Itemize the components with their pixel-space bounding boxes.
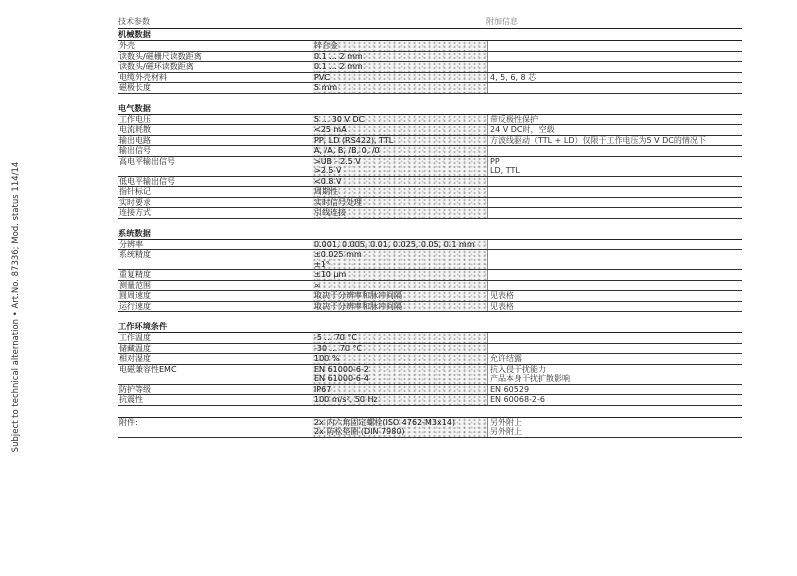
spec-sheet (118, 16, 742, 447)
spec-info (488, 385, 742, 395)
spec-info (488, 41, 742, 51)
info-line (490, 187, 742, 197)
spec-label: 防护等级 (119, 384, 151, 394)
info-line (490, 240, 742, 250)
spec-value (312, 354, 488, 364)
info-line (490, 250, 742, 260)
spec-row (118, 302, 742, 313)
spec-label: 运行速度 (119, 301, 151, 311)
info-line (490, 41, 742, 51)
info-line (490, 270, 742, 280)
spec-label: 读数头/磁环读数距离 (119, 62, 194, 71)
spec-row (118, 281, 742, 292)
spec-row (118, 83, 742, 94)
spec-row (118, 395, 742, 406)
spec-value (312, 198, 488, 208)
spec-info (488, 344, 742, 354)
value-line: 实时信号处理 (314, 197, 362, 207)
section-title: 工作环境条件 (118, 321, 742, 333)
info-line (490, 198, 742, 208)
table-header (118, 16, 742, 29)
value-line: <25 mA (314, 125, 347, 134)
info-line: EN 60529 (490, 384, 530, 394)
side-note: Subject to technical alternation • Art.No. 87336; Mod. status 114/14 (11, 161, 21, 453)
spec-label: 储藏温度 (119, 343, 151, 353)
spec-info (488, 333, 742, 343)
info-line (490, 52, 742, 62)
info-line: 方波线驱动（TTL + LD）仅限于工作电压为5 V DC的情况下 (490, 135, 706, 145)
spec-value (312, 146, 488, 156)
spec-row (118, 333, 742, 344)
spec-section (118, 29, 742, 94)
info-line (490, 177, 742, 187)
spec-info (488, 302, 742, 312)
info-line: 允许结露 (490, 354, 522, 363)
spec-label: 读数头/磁栅尺读数距离 (119, 51, 202, 61)
spec-row (118, 240, 742, 251)
section-title: 机械数据 (118, 29, 742, 41)
spec-row (118, 354, 742, 365)
info-line: EN 60068-2-6 (490, 395, 545, 404)
spec-info (488, 146, 742, 156)
value-line: 0.1 ... 2 mm (314, 51, 363, 61)
spec-label: 电缆外壳材料 (119, 72, 167, 82)
spec-label: 实时要求 (119, 197, 151, 207)
spec-row (118, 41, 742, 52)
spec-label: 低电平输出信号 (119, 176, 175, 186)
value-line: 2x 防松垫圈 (DIN 7980) (314, 427, 405, 436)
value-line: 取决于分辨率和脉冲间隔 (314, 301, 402, 311)
spec-value (312, 125, 488, 135)
value-line: 0.1 ... 2 mm (314, 62, 363, 71)
value-line: >2.5 V (314, 166, 342, 175)
spec-info (488, 73, 742, 83)
spec-label: 输出电路 (119, 135, 151, 145)
spec-label: 指针标记 (119, 187, 151, 196)
spec-info (488, 208, 742, 218)
value-line: IP67 (314, 384, 332, 394)
spec-label: 电磁兼容性EMC (119, 364, 177, 374)
value-line: 2x 内六角固定螺栓(ISO 4762-M3x14) (314, 417, 456, 427)
spec-info (488, 198, 742, 208)
spec-info (488, 177, 742, 187)
info-line: 见表格 (490, 291, 514, 300)
info-line: 24 V DC时，空载 (490, 125, 555, 134)
spec-info (488, 136, 742, 146)
value-line: 5 mm (314, 83, 338, 92)
spec-info (488, 250, 742, 269)
spec-label: 外壳 (119, 41, 135, 50)
info-line (490, 62, 742, 72)
value-line: EN 61000-6-4 (314, 374, 369, 383)
spec-row (118, 125, 742, 136)
section-title: 系统数据 (118, 228, 742, 240)
spec-section (118, 103, 742, 219)
spec-row (118, 157, 742, 177)
section-title: 电气数据 (118, 103, 742, 115)
spec-info (488, 83, 742, 93)
spec-info (488, 157, 742, 176)
spec-row (118, 250, 742, 270)
spec-value (312, 83, 488, 93)
info-line (490, 344, 742, 354)
info-line: 抗入侵干扰能力 (490, 364, 546, 374)
value-line: 取决于分辨率和脉冲间隔 (314, 291, 402, 300)
value-line: <0.8 V (314, 176, 342, 186)
value-line: A, /A, B, /B, 0, /0 (314, 146, 380, 155)
spec-value (312, 385, 488, 395)
value-line: ∞ (314, 280, 321, 290)
spec-value (312, 157, 488, 176)
value-line: 锌合金 (314, 41, 338, 50)
value-line: PP, LD (RS422), TTL (314, 135, 394, 145)
spec-info (488, 240, 742, 250)
spec-row (118, 418, 742, 438)
spec-info (488, 365, 742, 384)
spec-label: 分辨率 (119, 239, 143, 249)
spec-row (118, 365, 742, 385)
spec-value (312, 365, 488, 384)
spec-value (312, 250, 488, 269)
spec-info (488, 187, 742, 197)
spec-label: 测量范围 (119, 280, 151, 290)
spec-section (118, 228, 742, 313)
value-line: 周期性 (314, 187, 338, 196)
spec-label: 工作电压 (119, 114, 151, 124)
header-right: 附加信息 (486, 17, 518, 26)
spec-value (312, 418, 488, 437)
spec-value (312, 136, 488, 146)
spec-info (488, 62, 742, 72)
spec-row (118, 270, 742, 281)
spec-row (118, 146, 742, 157)
spec-value (312, 52, 488, 62)
spec-value (312, 208, 488, 218)
spec-value (312, 240, 488, 250)
spec-row (118, 136, 742, 147)
spec-info (488, 291, 742, 301)
value-line: 引线连接 (314, 208, 346, 217)
info-line (490, 333, 742, 343)
info-line: 另外附上 (490, 417, 522, 427)
spec-row (118, 52, 742, 63)
spec-row (118, 115, 742, 126)
spec-value (312, 41, 488, 51)
spec-value (312, 281, 488, 291)
spec-label: 系统精度 (119, 250, 151, 259)
spec-info (488, 395, 742, 405)
spec-info (488, 270, 742, 280)
spec-value (312, 270, 488, 280)
info-line: 带反极性保护 (490, 114, 538, 124)
spec-info (488, 52, 742, 62)
spec-row (118, 187, 742, 198)
value-line: ±1° (314, 259, 330, 269)
spec-label: 重复精度 (119, 270, 151, 279)
value-line: 0.001, 0.005, 0.01, 0.025, 0.05, 0.1 mm (314, 239, 475, 249)
spec-label: 高电平输出信号 (119, 156, 175, 166)
info-line (490, 83, 742, 93)
value-line: 100 % (314, 354, 340, 363)
info-line: PP (490, 156, 500, 166)
info-line: LD, TTL (490, 166, 520, 175)
spec-label: 电流耗散 (119, 125, 151, 134)
spec-label: 输出信号 (119, 146, 151, 155)
spec-value (312, 395, 488, 405)
spec-row (118, 385, 742, 396)
spec-section (118, 321, 742, 406)
spec-label: 磁极长度 (119, 83, 151, 92)
spec-value (312, 115, 488, 125)
info-line: 另外附上 (490, 427, 522, 436)
spec-row (118, 62, 742, 73)
spec-row (118, 344, 742, 355)
sections (118, 29, 742, 438)
info-line (490, 146, 742, 156)
spec-info (488, 125, 742, 135)
spec-label: 圆周速度 (119, 291, 151, 300)
spec-value (312, 177, 488, 187)
info-line: 产品本身干扰扩散影响 (490, 374, 570, 383)
spec-label: 连接方式 (119, 208, 151, 217)
value-line: 5 ... 30 V DC (314, 114, 365, 124)
spec-value (312, 291, 488, 301)
spec-row (118, 198, 742, 209)
header-spacer (312, 16, 486, 28)
value-line: -5 ... 70 °C (314, 333, 357, 342)
value-line: >UB - 2.5 V (314, 156, 361, 166)
spec-section (118, 415, 742, 438)
spec-label: 附件: (119, 417, 138, 427)
spec-value (312, 333, 488, 343)
spec-info (488, 281, 742, 291)
spec-value (312, 62, 488, 72)
info-line: 4, 5, 6, 8 芯 (490, 72, 537, 82)
info-line: 见表格 (490, 301, 514, 311)
spec-row (118, 291, 742, 302)
spec-label: 相对湿度 (119, 354, 151, 363)
value-line: PVC (314, 72, 330, 82)
spec-row (118, 208, 742, 219)
spec-info (488, 354, 742, 364)
spec-label: 抗震性 (119, 395, 143, 404)
value-line: EN 61000-6-2 (314, 364, 369, 374)
value-line: ±0.025 mm (314, 250, 362, 259)
header-left: 技术参数 (118, 17, 150, 26)
info-line (490, 260, 742, 270)
spec-value (312, 187, 488, 197)
spec-info (488, 115, 742, 125)
spec-value (312, 73, 488, 83)
value-line: ±10 µm (314, 270, 347, 279)
info-line (490, 208, 742, 218)
spec-row (118, 177, 742, 188)
spec-label: 工作温度 (119, 333, 151, 342)
spec-info (488, 418, 742, 437)
spec-row (118, 73, 742, 84)
spec-value (312, 344, 488, 354)
info-line (490, 281, 742, 291)
spec-value (312, 302, 488, 312)
value-line: -30 ... 70 °C (314, 343, 363, 353)
value-line: 100 m/s², 50 Hz (314, 395, 378, 404)
